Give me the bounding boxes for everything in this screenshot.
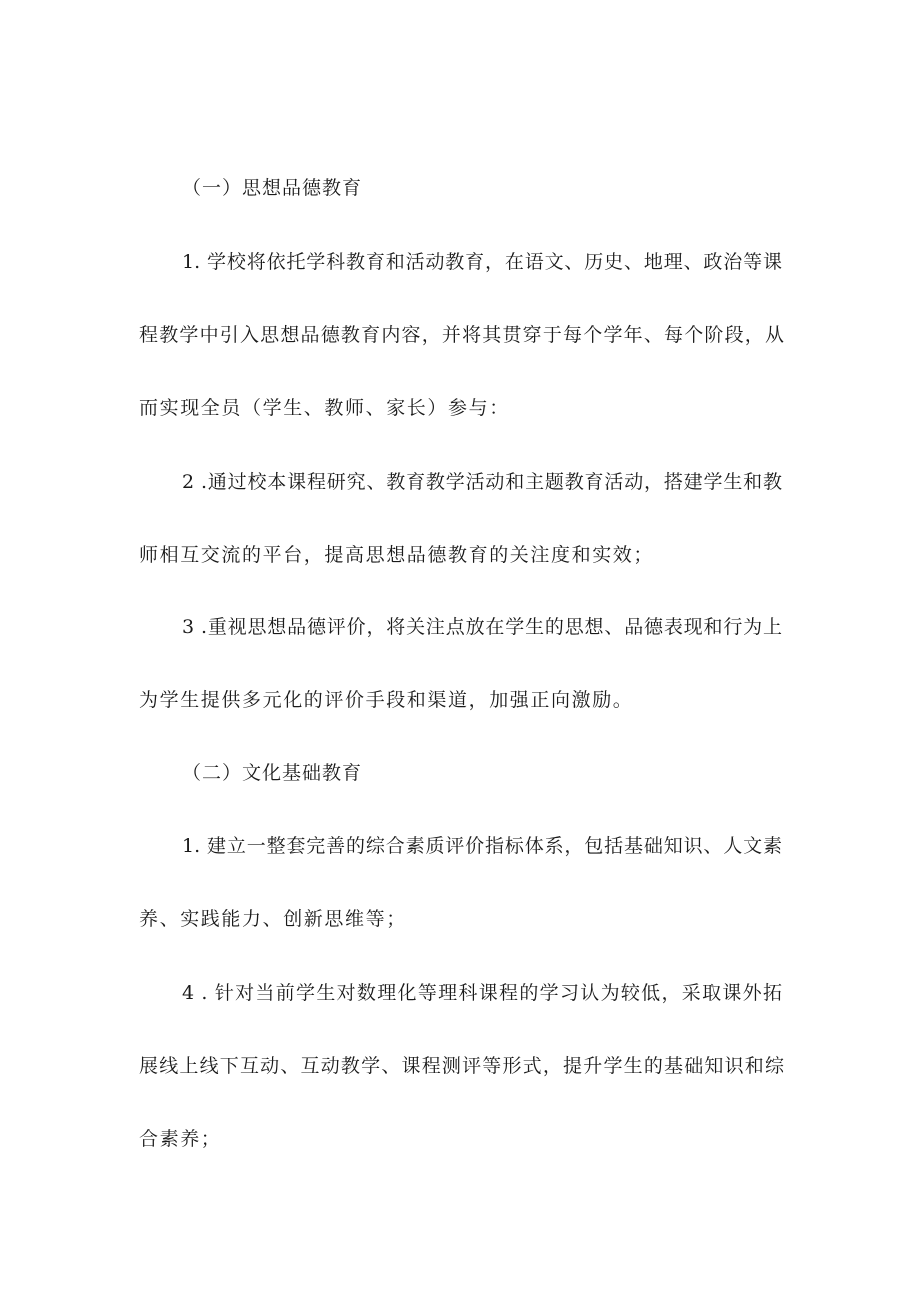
paragraph-1-line-3: 而实现全员（学生、教师、家长）参与： xyxy=(139,397,510,419)
paragraph-4-line-2: 养、实践能力、创新思维等； xyxy=(139,908,407,930)
paragraph-1-line-1: 1. 学校将依托学科教育和活动教育，在语文、历史、地理、政治等课 xyxy=(182,251,782,273)
paragraph-5-line-3: 合素养； xyxy=(139,1128,222,1150)
paragraph-4-line-1: 1. 建立一整套完善的综合素质评价指标体系，包括基础知识、人文素 xyxy=(182,835,782,857)
paragraph-5-line-1: 4 . 针对当前学生对数理化等理科课程的学习认为较低，采取课外拓 xyxy=(182,982,782,1004)
section-heading-2: （二）文化基础教育 xyxy=(182,762,363,784)
section-heading-1: （一）思想品德教育 xyxy=(182,177,363,199)
paragraph-2-line-1: 2 .通过校本课程研究、教育教学活动和主题教育活动，搭建学生和教 xyxy=(182,471,782,493)
paragraph-3-line-1: 3 .重视思想品德评价，将关注点放在学生的思想、品德表现和行为上 xyxy=(182,616,782,638)
paragraph-2-line-2: 师相互交流的平台，提高思想品德教育的关注度和实效； xyxy=(139,544,655,566)
paragraph-1-line-2: 程教学中引入思想品德教育内容，并将其贯穿于每个学年、每个阶段，从 xyxy=(139,324,784,346)
paragraph-5-line-2: 展线上线下互动、互动教学、课程测评等形式，提升学生的基础知识和综 xyxy=(139,1055,784,1077)
paragraph-3-line-2: 为学生提供多元化的评价手段和渠道，加强正向激励。 xyxy=(139,689,634,711)
